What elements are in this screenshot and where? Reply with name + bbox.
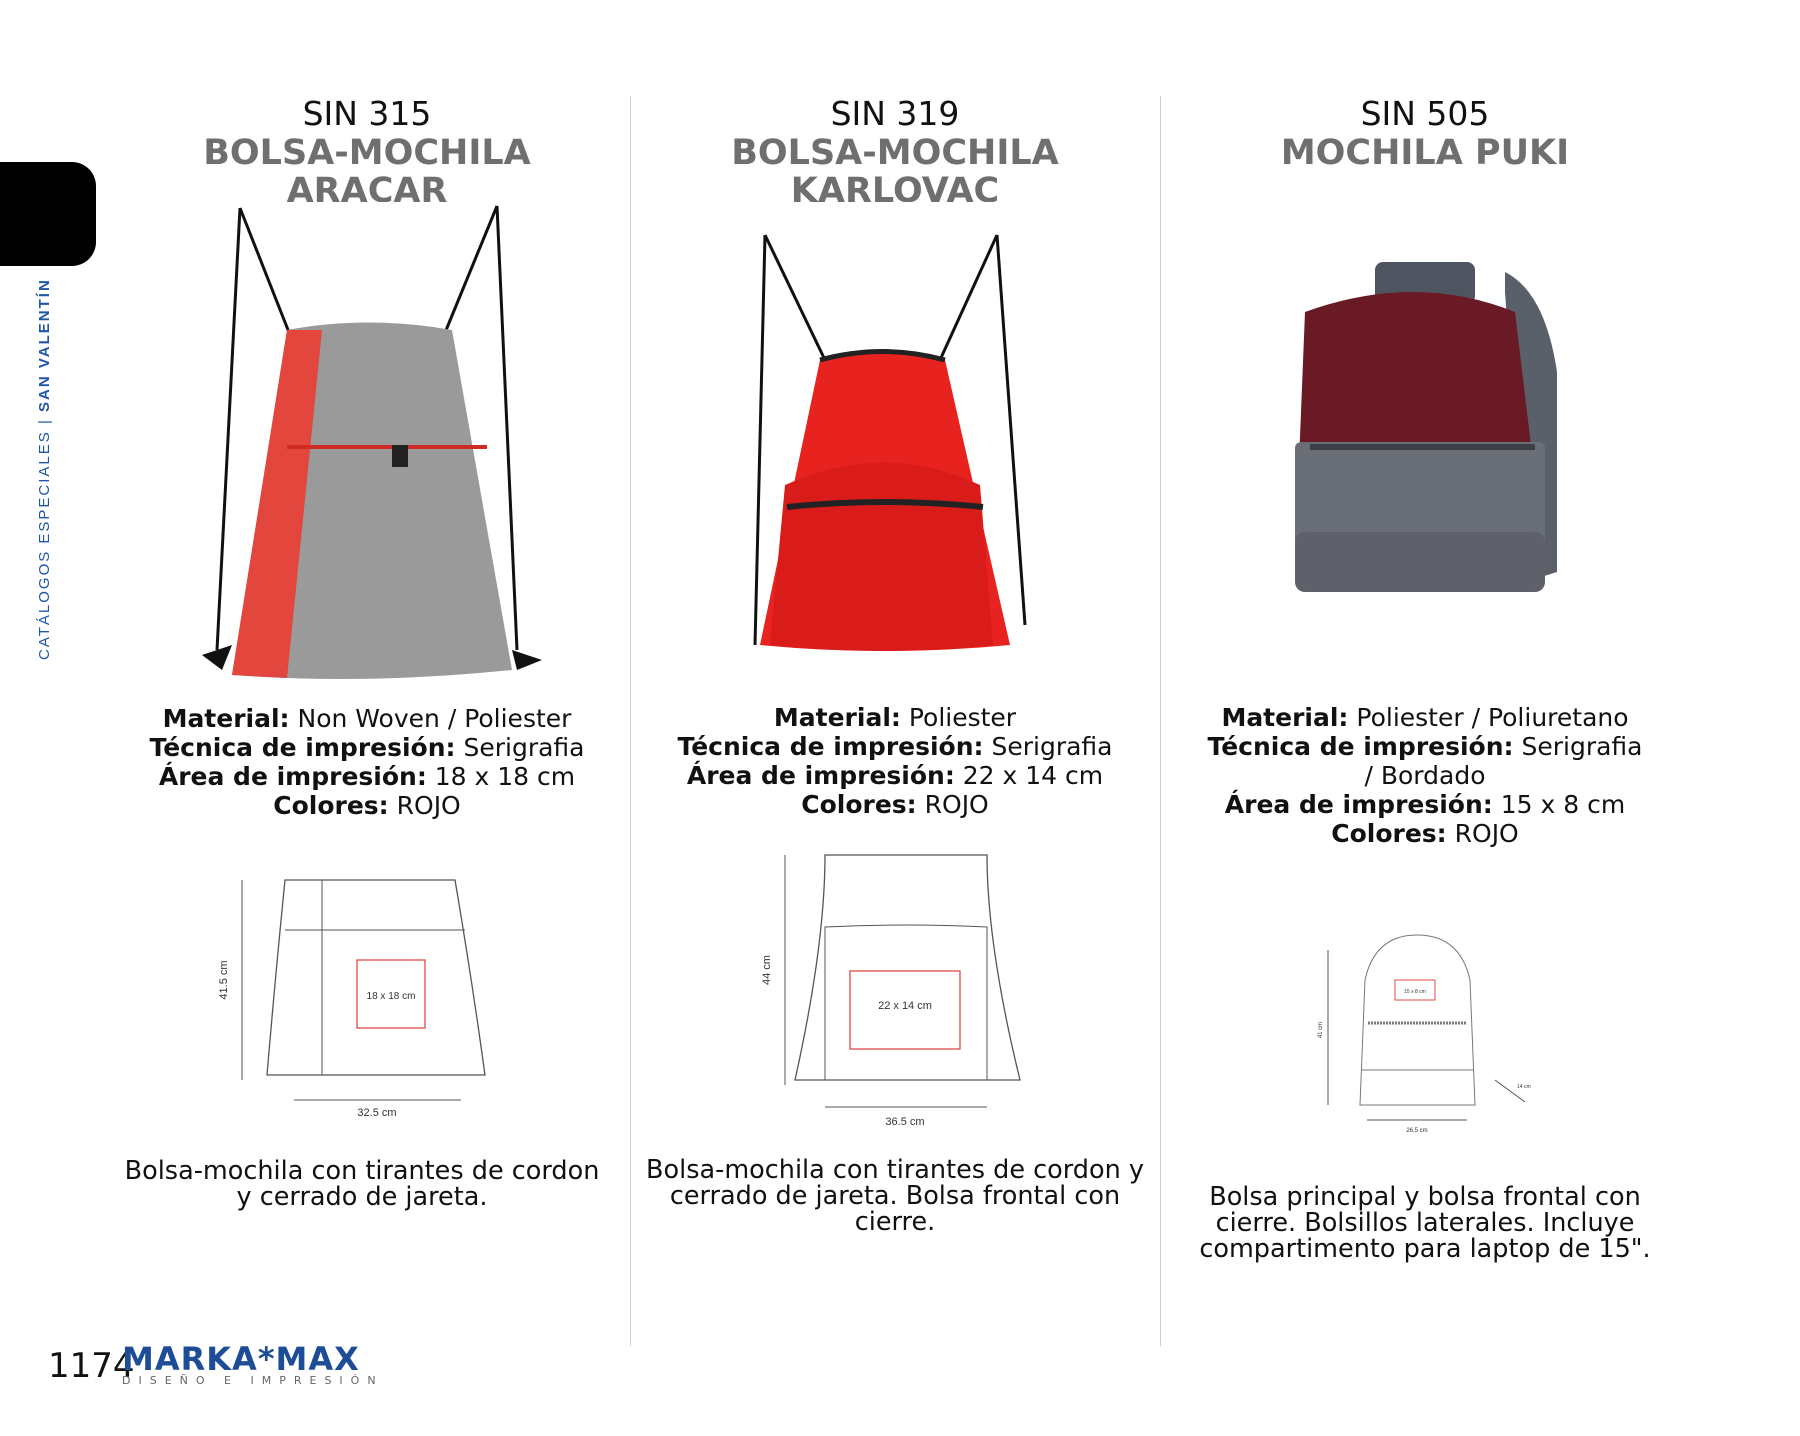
product-name-line2: KARLOVAC — [790, 171, 1000, 202]
spec-area — [1165, 790, 1685, 819]
dim-width-label: 32.5 cm — [357, 1107, 397, 1119]
spec-tecnica-label: Técnica de impresión: — [677, 732, 984, 761]
dim-width-label: 26.5 cm — [1406, 1128, 1428, 1134]
technical-drawing — [1165, 920, 1685, 1140]
spec-material — [635, 703, 1155, 732]
product-description: Bolsa-mochila con tirantes de cordon y cerrado de jareta. — [124, 1156, 600, 1212]
spec-tecnica-value: Serigrafia — [463, 733, 585, 762]
print-area-label: 18 x 18 cm — [366, 991, 416, 1002]
side-category: SAN VALENTÍN — [36, 278, 53, 412]
product-name-line1: MOCHILA PUKI — [1280, 134, 1570, 173]
spec-colores-label: Colores: — [801, 790, 917, 819]
spec-material-value: Non Woven / Poliester — [297, 704, 572, 733]
column-divider-2 — [1160, 96, 1161, 1346]
spec-tecnica-value: Serigrafia / Bordado — [1364, 732, 1643, 790]
technical-drawing — [107, 860, 627, 1130]
product-specs — [1165, 703, 1685, 848]
print-area-label: 22 x 14 cm — [878, 1000, 932, 1012]
technical-drawing — [635, 845, 1155, 1135]
spec-material — [1165, 703, 1685, 732]
spec-colores-value: ROJO — [1454, 819, 1519, 848]
spec-colores-value: ROJO — [396, 791, 461, 820]
spec-tecnica-value: Serigrafia — [991, 732, 1113, 761]
product-name-line1: BOLSA-MOCHILA — [731, 134, 1059, 173]
spec-colores-value: ROJO — [924, 790, 989, 819]
dim-width-label: 36.5 cm — [885, 1116, 925, 1128]
spec-colores-label: Colores: — [1331, 819, 1447, 848]
product-photo — [107, 200, 627, 690]
product-sin-505 — [1165, 0, 1685, 1320]
dim-depth-label: 14 cm — [1517, 1084, 1531, 1090]
product-photo — [1165, 252, 1685, 632]
spec-material-value: Poliester — [908, 703, 1017, 732]
spec-area — [107, 762, 627, 791]
spec-area-label: Área de impresión: — [1224, 790, 1493, 819]
logo-text: MARKA*MAX — [122, 1340, 360, 1378]
product-specs — [635, 703, 1155, 819]
spec-area-label: Área de impresión: — [686, 761, 955, 790]
product-code: SIN 505 — [1360, 94, 1490, 133]
column-divider-1 — [630, 96, 631, 1346]
spec-tecnica-label: Técnica de impresión: — [1207, 732, 1514, 761]
product-code: SIN 315 — [302, 94, 432, 133]
spec-material-label: Material: — [773, 703, 901, 732]
spec-area-value: 22 x 14 cm — [962, 761, 1104, 790]
spec-colores — [107, 791, 627, 820]
side-section: CATÁLOGOS ESPECIALES — [36, 430, 53, 660]
spec-tecnica-label: Técnica de impresión: — [149, 733, 456, 762]
spec-area — [635, 761, 1155, 790]
spec-material — [107, 704, 627, 733]
spec-material-label: Material: — [1221, 703, 1349, 732]
spec-material-value: Poliester / Poliuretano — [1356, 703, 1629, 732]
brand-logo — [122, 1340, 384, 1387]
spec-colores — [635, 790, 1155, 819]
product-photo — [635, 225, 1155, 665]
spec-tecnica — [1165, 732, 1685, 790]
side-category-label — [36, 278, 53, 660]
side-separator: | — [36, 418, 53, 425]
spec-area-label: Área de impresión: — [158, 762, 427, 791]
dim-height-label: 41.5 cm — [218, 960, 230, 1000]
product-sin-315 — [107, 0, 627, 1320]
product-description: Bolsa principal y bolsa frontal con cierre. Bolsillos laterales. Incluye compartimento para laptop de 15". — [1199, 1182, 1651, 1264]
product-description: Bolsa-mochila con tirantes de cordon y cerrado de jareta. Bolsa frontal con cierre. — [646, 1155, 1144, 1237]
product-specs — [107, 704, 627, 820]
dim-height-label: 41 cm — [1318, 1021, 1324, 1039]
spec-material-label: Material: — [162, 704, 290, 733]
logo-tagline: DISEÑO E IMPRESIÓN — [122, 1374, 384, 1387]
section-tab — [0, 162, 96, 266]
spec-tecnica — [107, 733, 627, 762]
spec-colores — [1165, 819, 1685, 848]
page-number: 1174 — [48, 1346, 135, 1386]
product-name — [1165, 134, 1685, 202]
print-area-label: 15 x 8 cm — [1404, 989, 1426, 995]
product-name-line2: ARACAR — [286, 171, 448, 202]
spec-colores-label: Colores: — [273, 791, 389, 820]
dim-height-label: 44 cm — [761, 955, 773, 985]
spec-area-value: 18 x 18 cm — [434, 762, 576, 791]
spec-tecnica — [635, 732, 1155, 761]
product-name — [107, 134, 627, 202]
product-name-line1: BOLSA-MOCHILA — [203, 134, 531, 173]
product-code: SIN 319 — [830, 94, 960, 133]
spec-area-value: 15 x 8 cm — [1500, 790, 1626, 819]
product-name — [635, 134, 1155, 202]
product-sin-319 — [635, 0, 1155, 1320]
